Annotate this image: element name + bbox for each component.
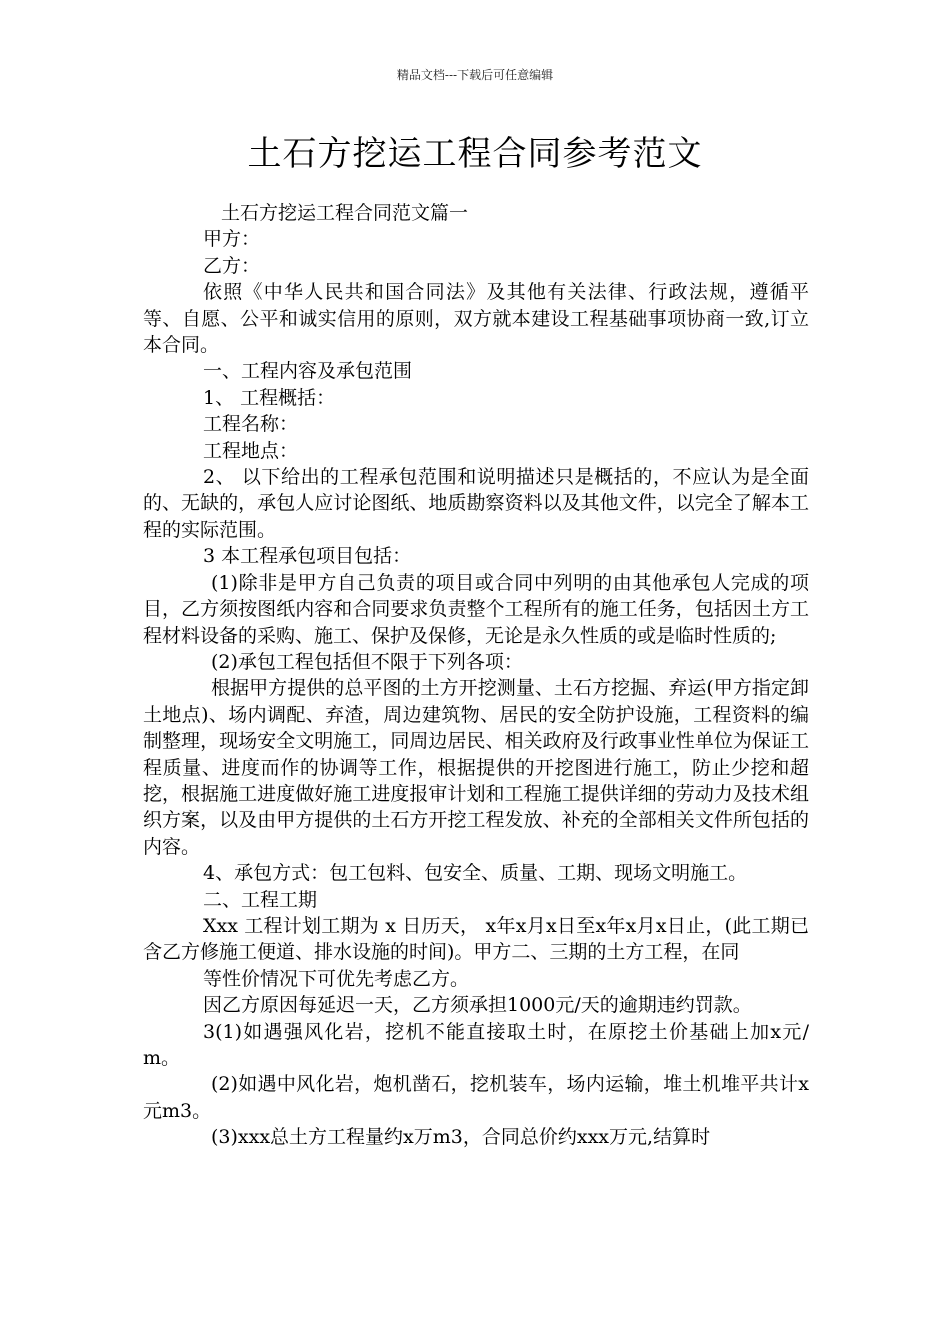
paragraph: 3 本工程承包项目包括： bbox=[203, 545, 412, 568]
project-location-line: 工程地点： bbox=[203, 439, 299, 462]
section-heading: 土石方挖运工程合同范文篇一 bbox=[221, 202, 469, 224]
paragraph: 2、 以下给出的工程承包范围和说明描述只是概括的，不应认为是全面的、无缺的，承包人应讨论图纸、地质勘察资料以及其他文件，以完全了解本工程的实际范围。 bbox=[143, 466, 809, 541]
paragraph: 根据甲方提供的总平图的土方开挖测量、土石方挖掘、弃运(甲方指定卸土地点)、场内调配、弃渣，周边建筑物、居民的安全防护设施，工程资料的编制整理，现场安全文明施工，同周边居民、相关政府及行政事业性单位为保证工程质量、进度而作的协调等工作，根据提供的开挖图进行施工，防止少挖和超挖，根据施工进度做好施工进度报审计划和工程施工提供详细的劳动力及技术组织方案，以及由甲方提供的土石方开挖工程发放、补充的全部相关文件所包括的内容。 bbox=[143, 677, 809, 858]
document-title: 土石方挖运工程合同参考范文 bbox=[247, 134, 703, 174]
paragraph: 依照《中华人民共和国合同法》及其他有关法律、行政法规，遵循平等、自愿、公平和诚实信用的原则，双方就本建设工程基础事项协商一致,订立本合同。 bbox=[143, 281, 809, 357]
paragraph: 3(1)如遇强风化岩，挖机不能直接取土时，在原挖土价基础上加x元/ m。 bbox=[143, 1020, 809, 1069]
section-heading: 一、工程内容及承包范围 bbox=[203, 360, 413, 383]
party-b-line: 乙方： bbox=[203, 254, 261, 277]
paragraph: 1、 工程概括： bbox=[203, 386, 336, 409]
paragraph: 等性价情况下可优先考虑乙方。 bbox=[203, 967, 470, 990]
paragraph: (2)承包工程包括但不限于下列各项： bbox=[211, 650, 523, 673]
party-a-line: 甲方： bbox=[203, 228, 261, 251]
paragraph: (2)如遇中风化岩，炮机凿石，挖机装车，场内运输，堆土机堆平共计x元m3。 bbox=[143, 1073, 809, 1122]
paragraph: (3)xxx总土方工程量约x万m3，合同总价约xxx万元,结算时 bbox=[211, 1126, 711, 1149]
document-body bbox=[143, 200, 809, 1151]
section-heading: 二、工程工期 bbox=[203, 888, 318, 911]
paragraph: (1)除非是甲方自己负责的项目或合同中列明的由其他承包人完成的项目，乙方须按图纸内容和合同要求负责整个工程所有的施工任务，包括因土方工程材料设备的采购、施工、保护及保修，无论是永久性质的或是临时性质的; bbox=[143, 571, 809, 647]
paragraph: Xxx 工程计划工期为 x 日历天， x年x月x日至x年x月x日止，(此工期已含乙方修施工便道、排水设施的时间)。甲方二、三期的土方工程，在同 bbox=[143, 914, 809, 964]
paragraph: 4、承包方式：包工包料、包安全、质量、工期、现场文明施工。 bbox=[203, 862, 748, 885]
paragraph: 因乙方原因每延迟一天，乙方须承担1000元/天的逾期违约罚款。 bbox=[203, 994, 752, 1017]
project-name-line: 工程名称： bbox=[203, 413, 299, 436]
header-note: 精品文档---下载后可任意编辑 bbox=[396, 68, 554, 82]
